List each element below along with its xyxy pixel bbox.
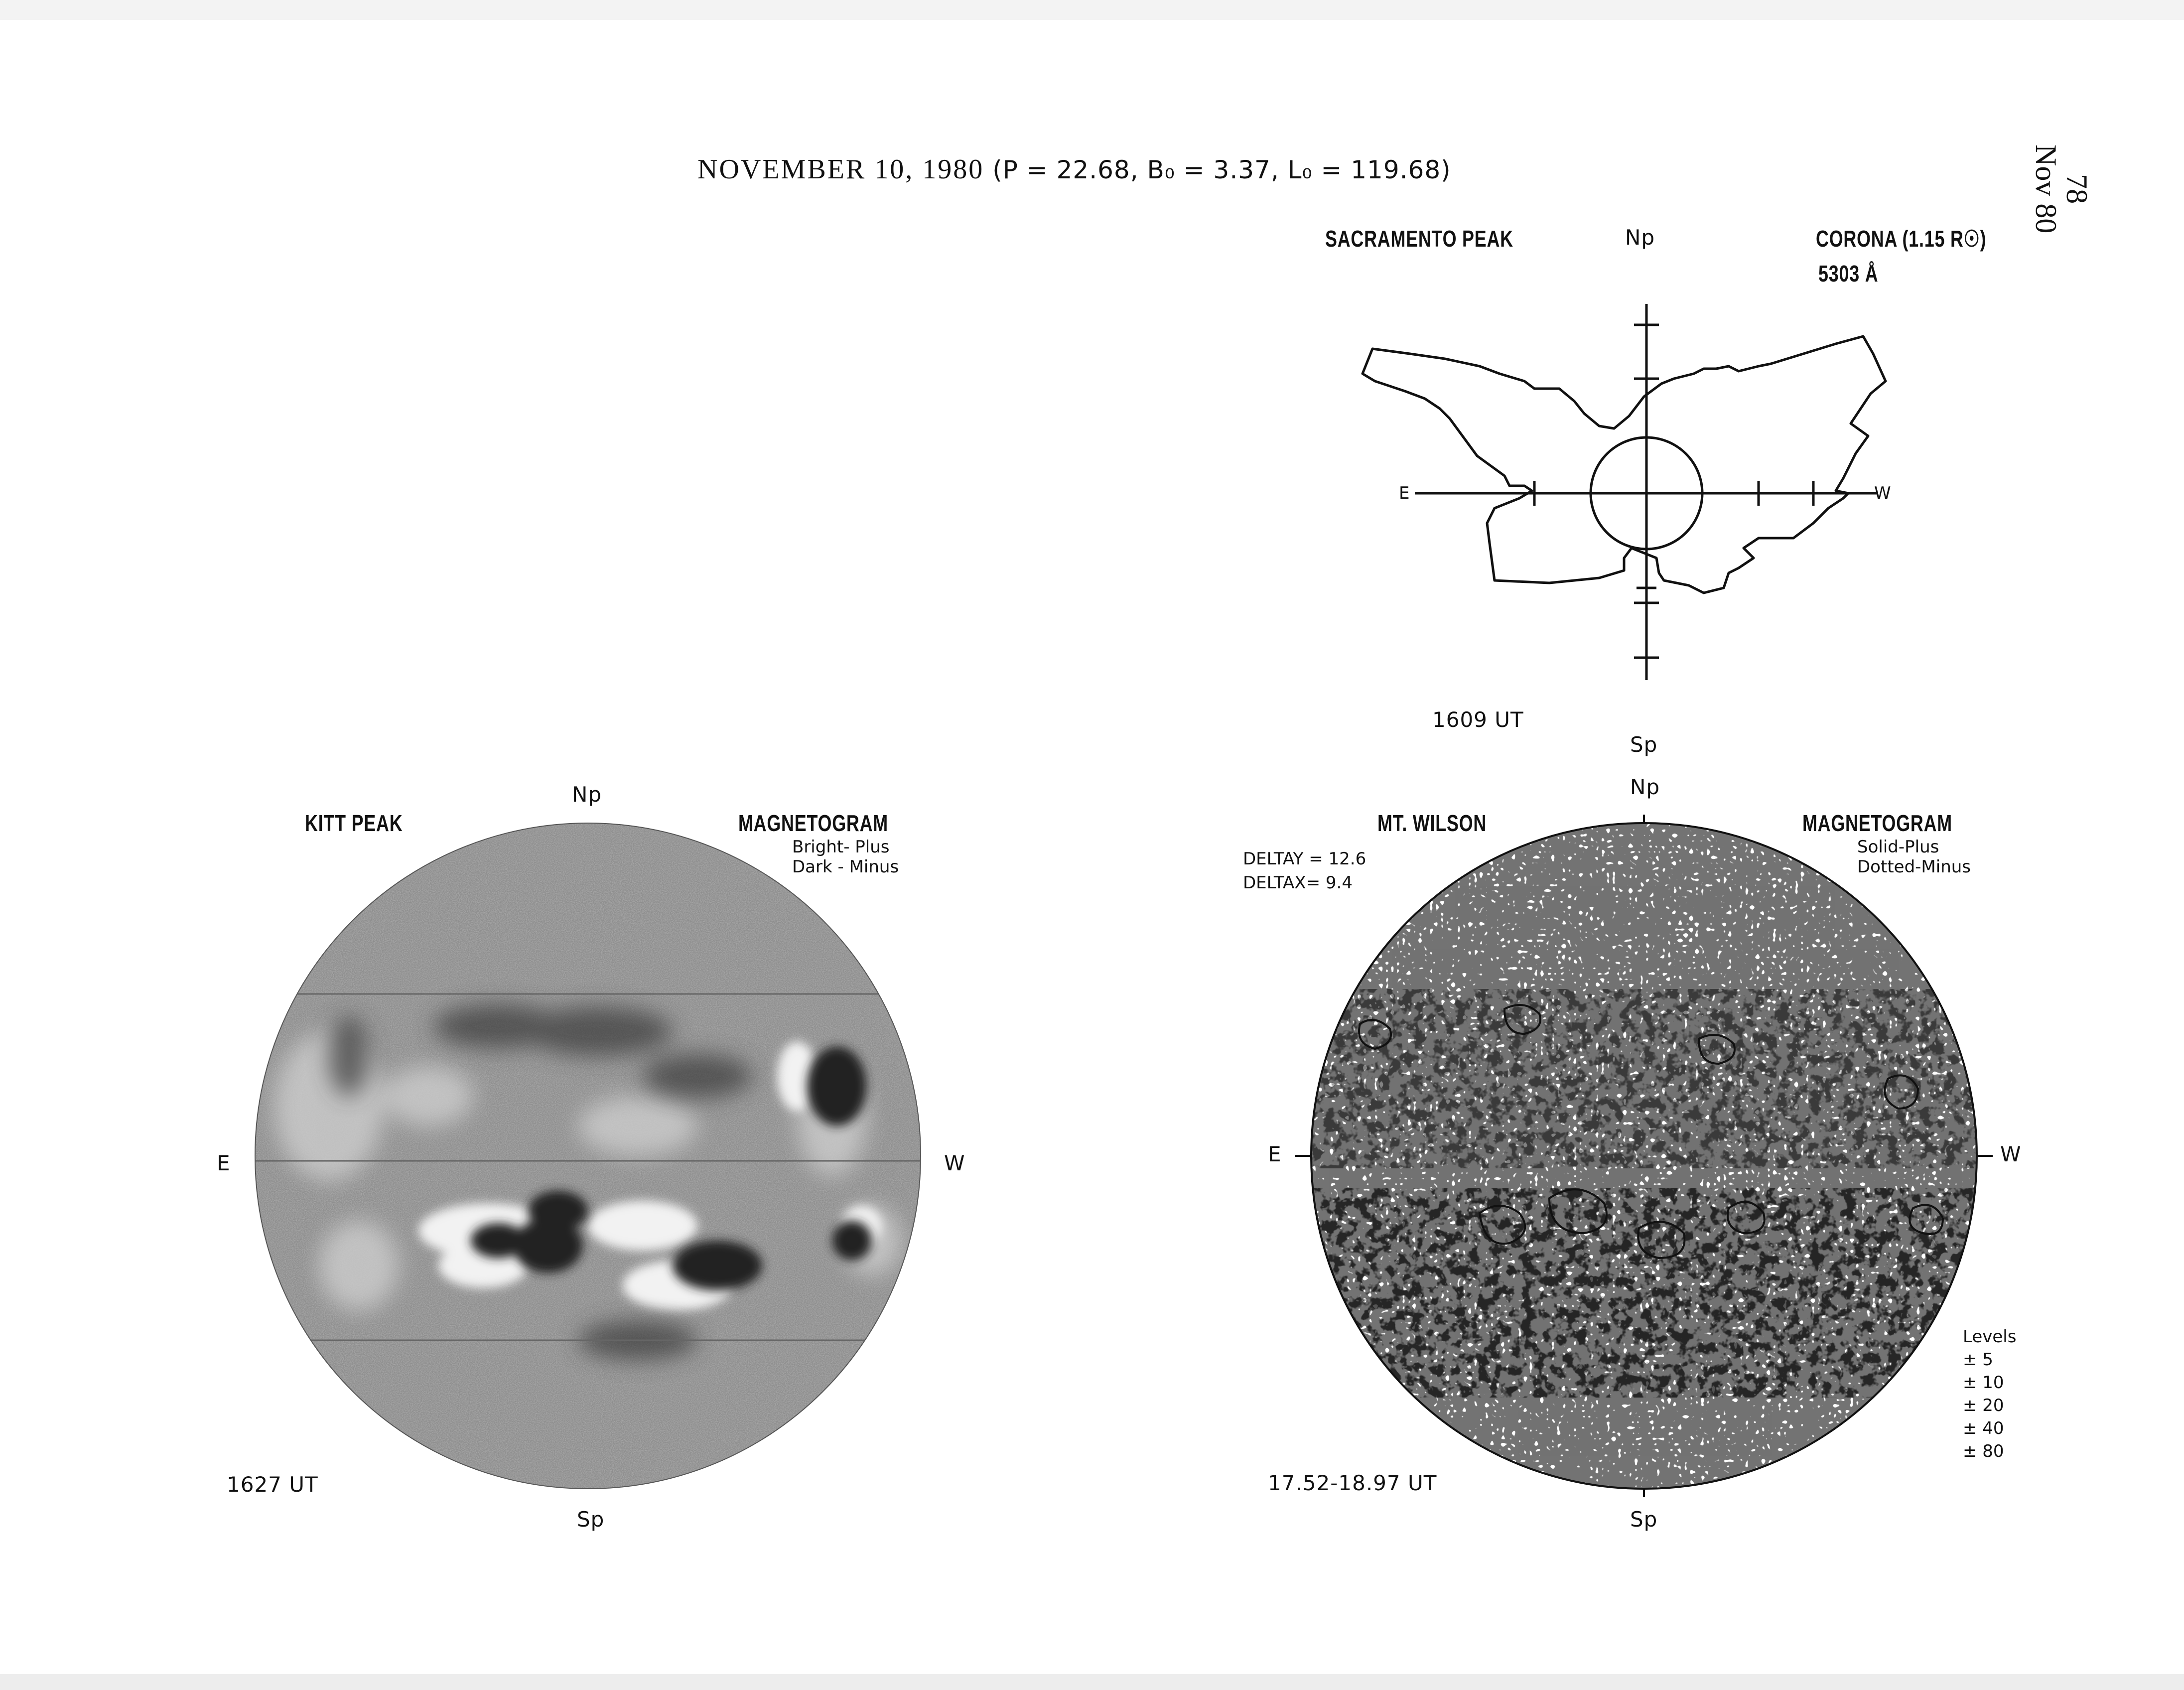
mw-west-label: W <box>2000 1142 2022 1166</box>
mw-north-label: Np <box>1630 775 1660 799</box>
levels-title: Levels <box>1963 1327 2017 1347</box>
corona-type: CORONA (1.15 R☉) <box>1816 226 1987 252</box>
mw-deltax: DELTAX= 9.4 <box>1243 873 1353 893</box>
mw-legend-minus: Dotted-Minus <box>1857 857 1971 877</box>
scan-top-edge <box>0 0 2184 20</box>
corona-time: 1609 UT <box>1432 707 1524 732</box>
page-number: 78 <box>2060 174 2093 204</box>
kitt-east-label: E <box>217 1151 231 1175</box>
mw-legend-plus: Solid-Plus <box>1857 837 1939 857</box>
level-item: ± 5 <box>1963 1350 1993 1370</box>
kitt-observatory: KITT PEAK <box>305 810 403 836</box>
corona-south-label: Sp <box>1630 732 1658 757</box>
mw-type: MAGNETOGRAM <box>1802 810 1952 836</box>
kitt-legend-plus: Bright- Plus <box>792 837 890 857</box>
mw-east-label: E <box>1268 1142 1282 1166</box>
corona-north-label: Np <box>1625 225 1655 250</box>
corona-west-label: W <box>1874 483 1891 503</box>
mw-magnetogram <box>1290 800 1998 1527</box>
date-label: NOVEMBER 10, 1980 <box>697 154 984 185</box>
kitt-south-label: Sp <box>577 1507 605 1532</box>
kitt-legend-minus: Dark - Minus <box>792 857 899 877</box>
mw-deltay: DELTAY = 12.6 <box>1243 849 1366 869</box>
month-tag: Nov 80 <box>2030 144 2062 234</box>
kitt-west-label: W <box>944 1151 965 1175</box>
corona-east-label: E <box>1399 483 1410 503</box>
solar-parameters: (P = 22.68, B₀ = 3.37, L₀ = 119.68) <box>992 155 1451 184</box>
kitt-north-label: Np <box>572 782 602 807</box>
level-item: ± 80 <box>1963 1441 2004 1461</box>
mw-south-label: Sp <box>1630 1507 1658 1532</box>
mw-time: 17.52-18.97 UT <box>1268 1471 1437 1495</box>
level-item: ± 20 <box>1963 1396 2004 1415</box>
mw-observatory: MT. WILSON <box>1377 810 1487 836</box>
kitt-type: MAGNETOGRAM <box>738 810 888 836</box>
level-item: ± 10 <box>1963 1373 2004 1393</box>
page-title <box>697 153 1451 185</box>
corona-observatory: SACRAMENTO PEAK <box>1325 226 1513 252</box>
mw-levels-legend <box>1963 1325 2016 1463</box>
scan-bottom-edge <box>0 1674 2184 1690</box>
page-tag <box>2031 144 2092 233</box>
kitt-time: 1627 UT <box>227 1472 318 1497</box>
corona-wavelength: 5303 Å <box>1818 261 1879 286</box>
level-item: ± 40 <box>1963 1418 2004 1438</box>
kitt-magnetogram <box>249 817 927 1495</box>
